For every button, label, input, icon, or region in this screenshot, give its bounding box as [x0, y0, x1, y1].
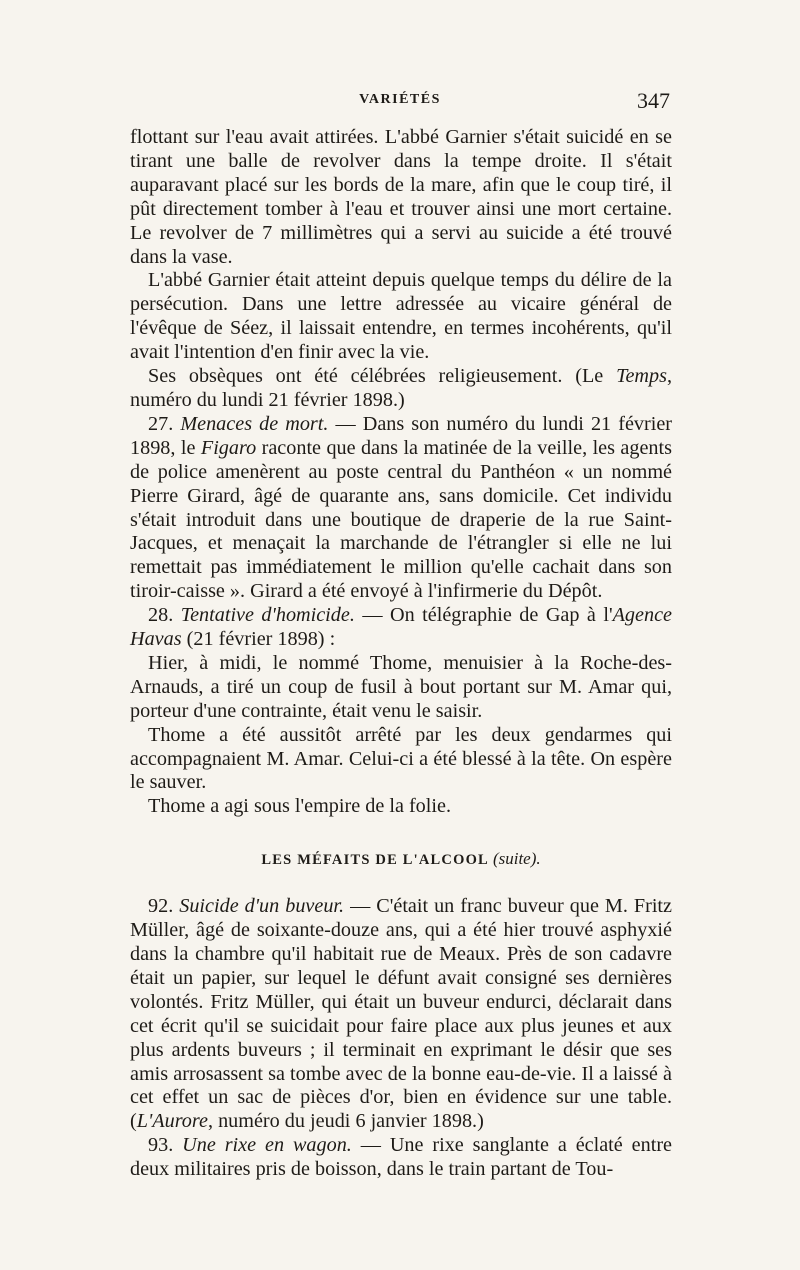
paragraph: Thome a été aussitôt arrêté par les deux gendarmes qui accompagnaient M. Amar. Celui-ci a été blessé à la tête. On espère le sauver. — [130, 723, 672, 794]
entry-28: 28. Tentative d'homicide. — On télégraphie de Gap à l'Agence Havas (21 février 1898) : — [130, 604, 672, 651]
entry-title: Menaces de mort. — [180, 412, 329, 435]
section-title: LES MÉFAITS DE L'ALCOOL (suite). — [261, 849, 541, 869]
entry-title: Une rixe en wagon. — [182, 1134, 352, 1157]
entry-93: 93. Une rixe en wagon. — Une rixe sanglante a éclaté entre deux militaires pris de boisson, dans le train partant de Tou- — [130, 1134, 673, 1181]
paragraph: Ses obsèques ont été célébrées religieusement. (Le Temps, numéro du lundi 21 février 1898.) — [130, 365, 672, 411]
paragraph: Hier, à midi, le nommé Thome, menuisier à la Roche-des-Arnauds, a tiré un coup de fusil à bout portant sur M. Amar qui, porteur d'une contrainte, était venu le saisir. — [130, 651, 672, 722]
paragraph: L'abbé Garnier était atteint depuis quelque temps du délire de la persécution. Dans une lettre adressée au vicaire général de l'évêque de Séez, il laissait entendre, en termes incohérents, qu'il avait l'intention d'en finir avec la vie. — [130, 269, 672, 364]
entry-92: 92. Suicide d'un buveur. — C'était un franc buveur que M. Fritz Müller, âgé de soixante-douze ans, qui a été hier trouvé asphyxié dans la chambre qu'il habitait rue de Meaux. Près de son cadavre était un papier, sur lequel le défunt avait consigné ses dernières volontés. Fritz Müller, qui était un buveur endurci, déclarait dans cet écrit qu'il se suicidait pour faire place aux plus jeunes et aux plus ardents buveurs ; il terminait en exprimant le désir que ses amis arrosassent sa tombe avec de la bonne eau-de-vie. Il a laissé à cet effet un sac de pièces d'or, bien en évidence sur une table. (L'Aurore, numéro du jeudi 6 janvier 1898.) — [130, 895, 673, 1133]
paragraph: flottant sur l'eau avait attirées. L'abbé Garnier s'était suicidé en se tirant une balle de revolver dans la tempe droite. Il s'était auparavant placé sur les bords de la mare, afin que le coup tiré, il pût directement tomber à l'eau et trouver ainsi une mort certaine. Le revolver de 7 millimètres qui a servi au suicide a été trouvé dans la vase. — [130, 126, 672, 268]
entry-title: Suicide d'un buveur. — [179, 895, 345, 918]
page-number: 347 — [637, 88, 670, 113]
paragraph: Thome a agi sous l'empire de la folie. — [148, 795, 451, 818]
page-header — [130, 88, 670, 118]
entry-title: Tentative d'homicide. — [180, 604, 355, 627]
body-text — [130, 126, 672, 1182]
entry-27: 27. Menaces de mort. — Dans son numéro du lundi 21 février 1898, le Figaro raconte que dans la matinée de la veille, les agents de police amenèrent au poste central du Panthéon « un nommé Pierre Girard, âgé de quarante ans, sans domicile. Cet individu s'était introduit dans une boutique de draperie de la rue Saint-Jacques, et menaçait la marchande de l'étrangler si elle ne lui remettait pas immédiatement le million qu'elle cachait dans son tiroir-caisse ». Girard a été envoyé à l'infirmerie du Dépôt. — [130, 412, 673, 603]
running-head: VARIÉTÉS — [359, 92, 441, 107]
